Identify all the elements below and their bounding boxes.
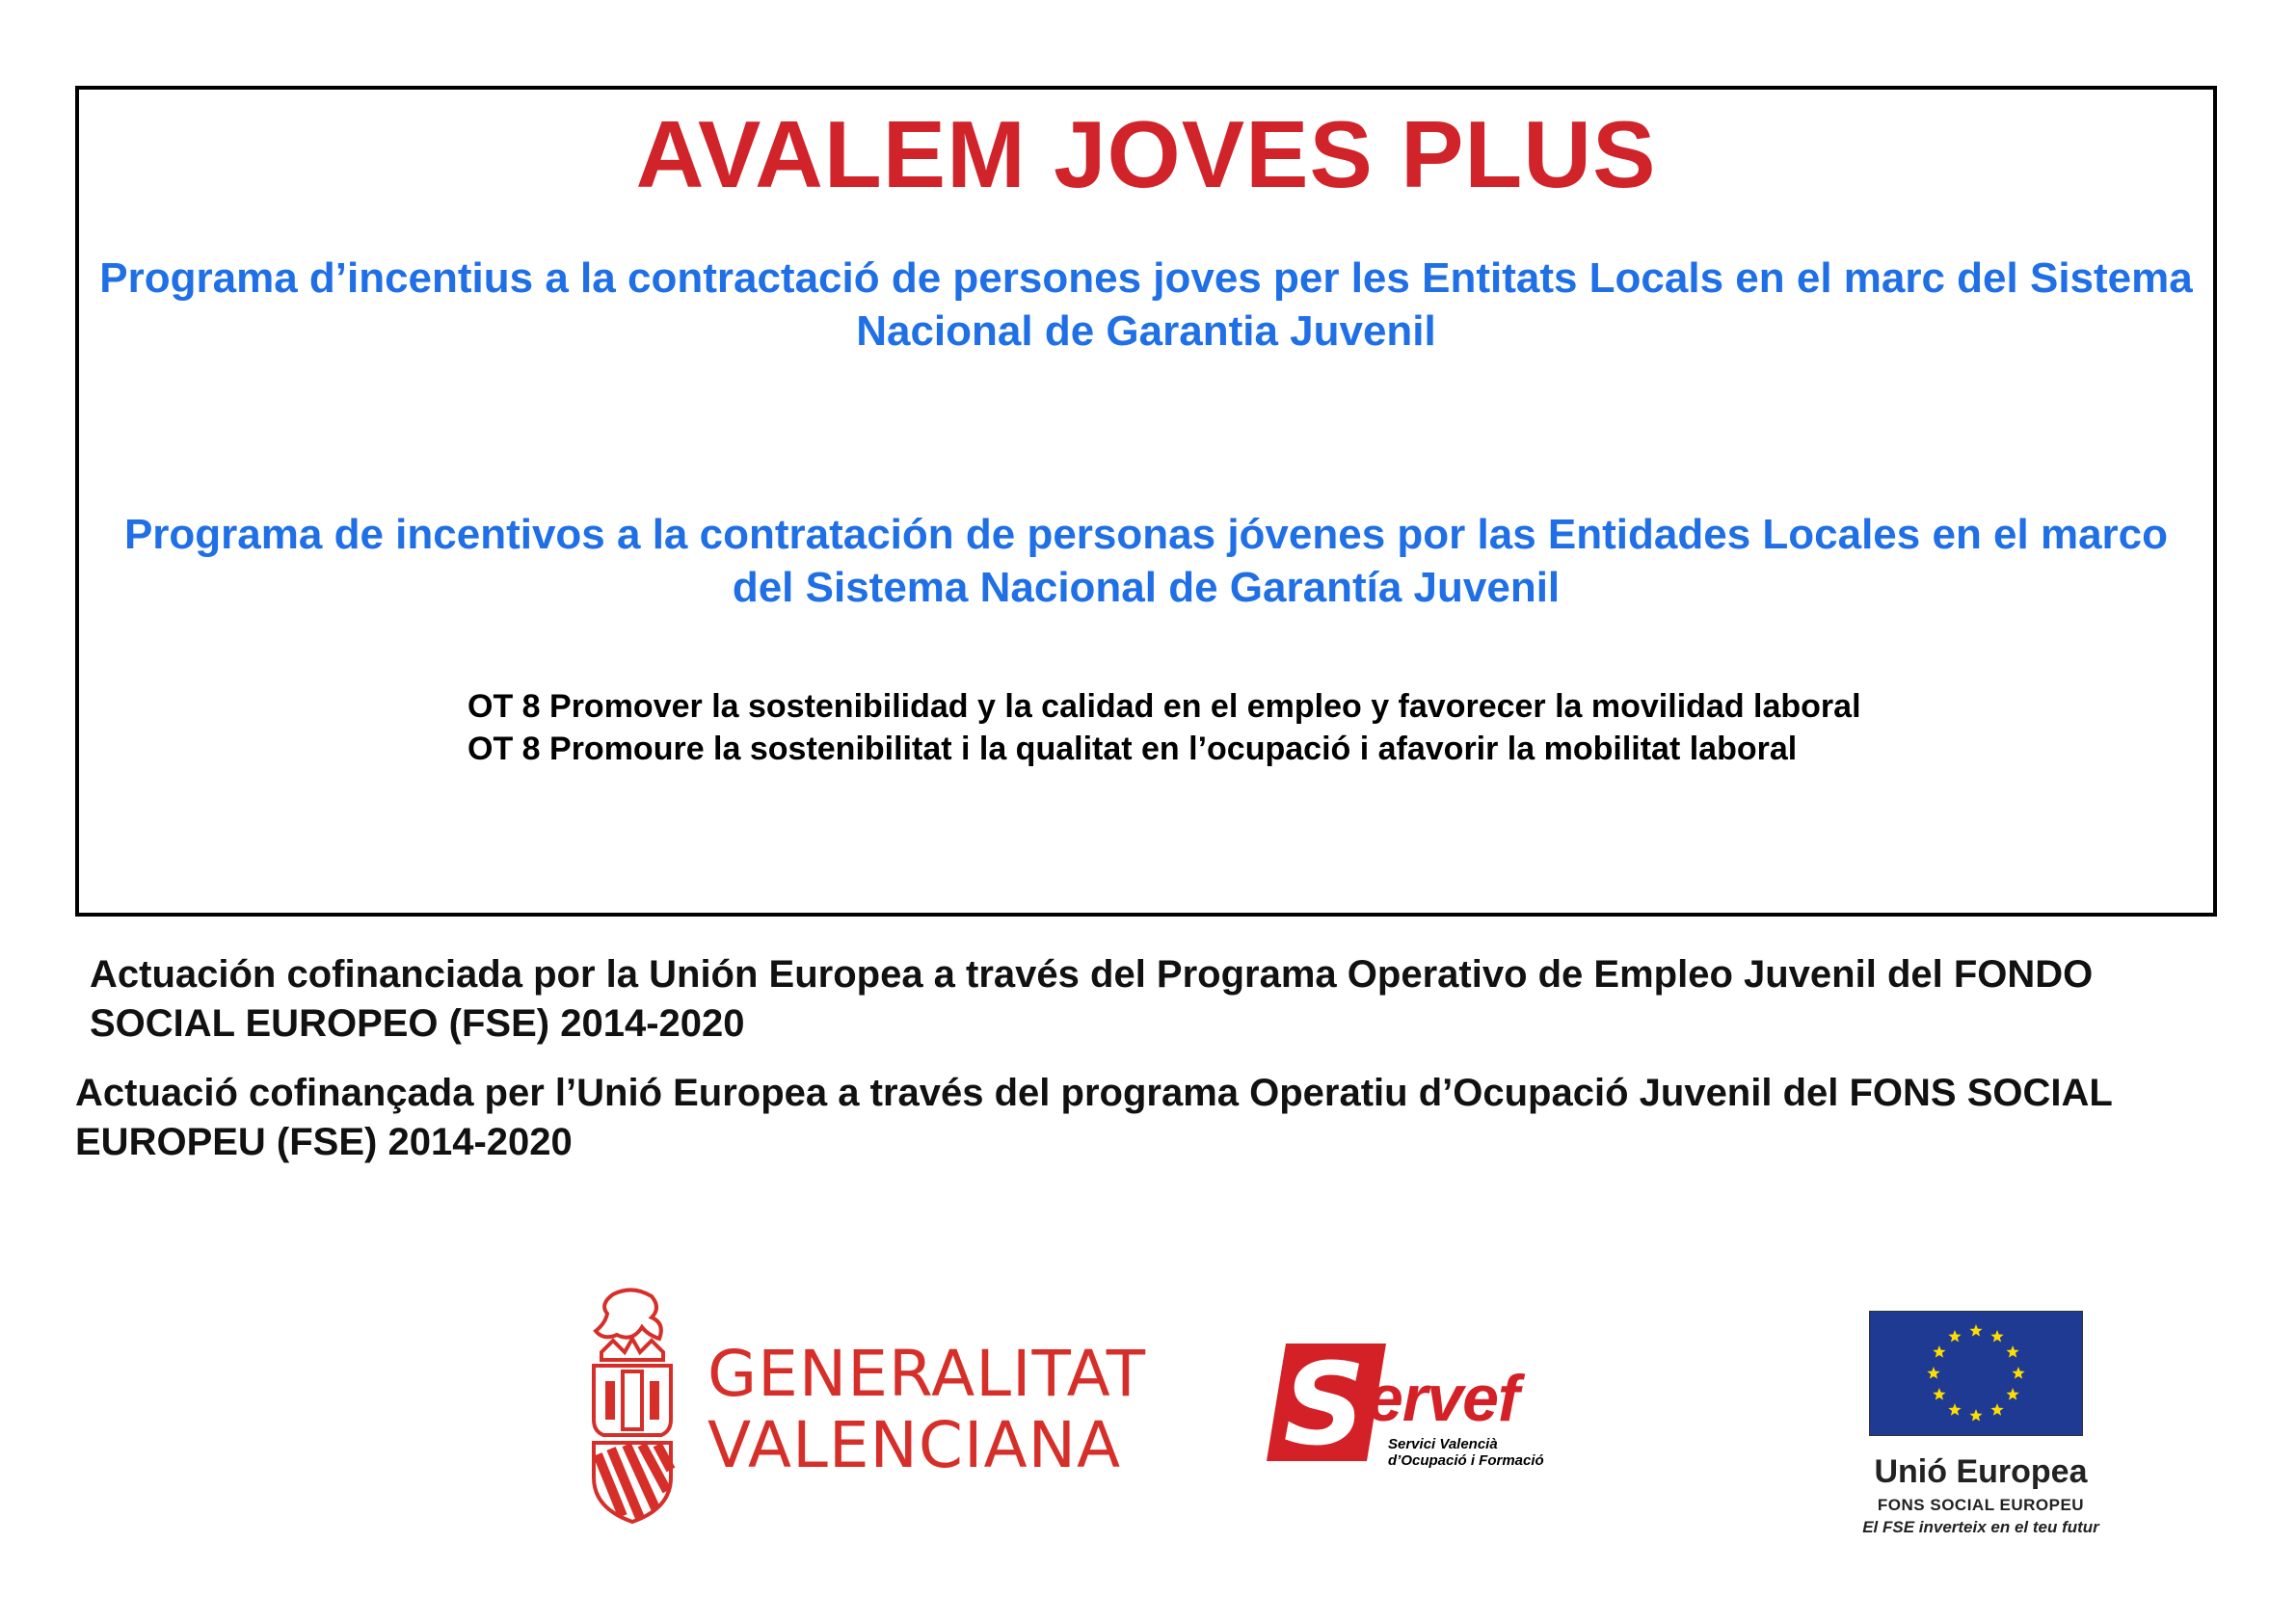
eu-fund-name: FONS SOCIAL EUROPEU	[1877, 1496, 2085, 1514]
cofinancing-note-valencian: Actuació cofinançada per l’Unió Europea a través del programa Operatiu d’Ocupació Juvenil del FONS SOCIAL EUROPEU (FSE) 2014-2020	[75, 1072, 2113, 1163]
gva-coat-of-arms-icon	[584, 1285, 681, 1524]
servef-subtitle	[1388, 1436, 1544, 1469]
page-title: AVALEM JOVES PLUS	[635, 101, 1657, 207]
cofinancing-note-spanish: Actuación cofinanciada por la Unión Europea a través del Programa Operativo de Empleo Juvenil del FONDO SOCIAL EUROPEO (FSE) 2014-2020	[90, 953, 2094, 1045]
gva-line1: GENERALITAT	[707, 1337, 1147, 1411]
servef-wordmark: ervef	[1367, 1362, 1519, 1435]
generalitat-valenciana-logo	[584, 1285, 1147, 1524]
gva-wordmark	[707, 1339, 1146, 1481]
servef-sub-line1: Servici Valencià	[1388, 1436, 1498, 1452]
thematic-objective	[467, 685, 1861, 770]
gva-line2: VALENCIANA	[707, 1408, 1122, 1482]
ot-line-va: OT 8 Promoure la sostenibilitat i la qualitat en l’ocupació i afavorir la mobilitat laboral	[467, 731, 1798, 767]
servef-logo	[1263, 1340, 1590, 1475]
servef-sub-line2: d’Ocupació i Formació	[1388, 1452, 1544, 1469]
announcement-panel	[75, 86, 2217, 917]
european-union-logo	[1814, 1311, 2148, 1542]
eu-name: Unió Europea	[1874, 1453, 2088, 1490]
ot-line-es: OT 8 Promover la sostenibilidad y la calidad en el empleo y favorecer la movilidad laboral	[467, 688, 1861, 725]
subtitle-valencian: Programa d’incentius a la contractació de persones joves per les Entitats Locals en el marc del Sistema Nacional de Garantia Juvenil	[99, 254, 2193, 355]
svg-text:S: S	[1283, 1340, 1366, 1465]
eu-tagline: El FSE inverteix en el teu futur	[1862, 1518, 2099, 1536]
subtitle-spanish: Programa de incentivos a la contratación de personas jóvenes por las Entidades Locales en el marco del Sistema Nacional de Garantía Juvenil	[123, 511, 2169, 611]
eu-flag-icon	[1869, 1311, 2083, 1436]
